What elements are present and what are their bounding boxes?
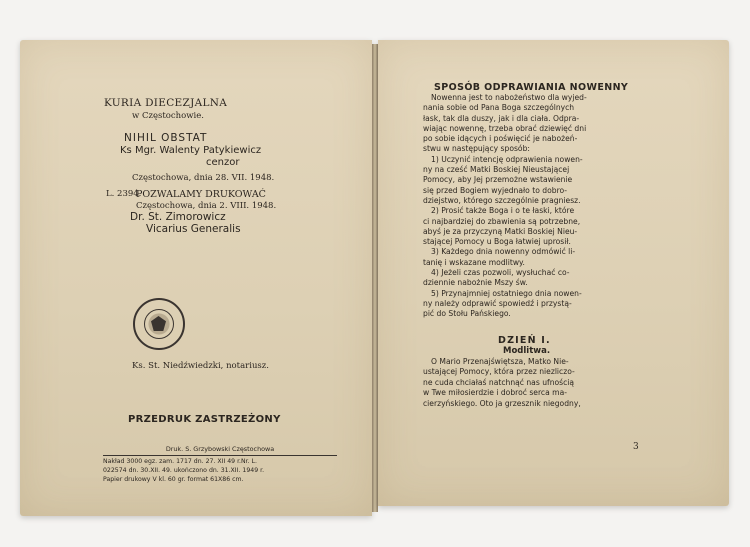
- text-line: tanię i wskazane modlitwy.: [423, 257, 525, 267]
- prayer-line: cierzyńskiego. Oto ja grzesznik niegodny,: [423, 398, 581, 408]
- prayer-line: ne cuda chciałaś natchnąć nas ufnością: [423, 377, 575, 387]
- text-line: po sobie idących i poświęcić je nabożeń-: [423, 134, 578, 144]
- print-run-line: Nakład 3000 egz. zam. 1717 dn. 27. XII 49 r.Nr. L.: [103, 458, 257, 465]
- text-line: łask, tak dla duszy, jak i dla ciała. Odpra-: [423, 113, 580, 123]
- text-line: stwu w następujący sposób:: [423, 144, 530, 154]
- prayer-heading: Modlitwa.: [503, 346, 551, 356]
- day-heading: DZIEŃ I.: [498, 335, 551, 346]
- instructions-text: [423, 93, 675, 320]
- curia-heading: KURIA DIECEZJALNA: [104, 97, 228, 109]
- text-line: pić do Stołu Pańskiego.: [423, 309, 511, 319]
- text-line: ny należy odprawić spowiedź i przystą-: [423, 298, 572, 308]
- nihil-obstat: NIHIL OBSTAT: [124, 132, 208, 144]
- text-line: 1) Uczynić intencję odprawienia nowen-: [431, 154, 583, 164]
- vicar-name: Dr. St. Zimorowicz: [130, 211, 226, 223]
- text-line: wiając nowennę, trzeba obrać dziewięć dni: [423, 123, 587, 133]
- prayer-text: [423, 357, 675, 409]
- reprint-reserved: PRZEDRUK ZASTRZEŻONY: [128, 414, 281, 425]
- text-line: 2) Prosić także Boga i o te łaski, które: [431, 206, 575, 216]
- prayer-line: O Mario Przenajświętsza, Matko Nie-: [431, 357, 569, 366]
- text-line: 3) Każdego dnia nowenny odmówić li-: [431, 247, 576, 257]
- print-permission: POZWALAMY DRUKOWAĆ: [136, 189, 266, 200]
- seal-stamp-icon: [133, 298, 185, 350]
- curia-city: w Częstochowie.: [132, 111, 204, 121]
- page-number: 3: [633, 442, 639, 452]
- paper-line: Papier drukowy V kl. 60 gr. format 61X86 cm.: [103, 476, 244, 483]
- text-line: 5) Przynajmniej ostatniego dnia nowen-: [431, 288, 582, 298]
- approval-number: L. 2394.: [106, 189, 142, 199]
- text-line: Nowenna jest to nabożeństwo dla wyjed-: [431, 93, 587, 102]
- censor-date: Częstochowa, dnia 28. VII. 1948.: [132, 173, 275, 183]
- text-line: abyś je za przyczyną Matki Boskiej Nieu-: [423, 226, 578, 236]
- notary-signature: Ks. St. Niedźwiedzki, notariusz.: [132, 361, 269, 371]
- permission-date: Częstochowa, dnia 2. VIII. 1948.: [136, 201, 277, 211]
- left-page: [20, 40, 372, 516]
- censor-role: cenzor: [206, 157, 240, 168]
- text-line: ci najbardziej do zbawienia są potrzebne,: [423, 216, 581, 226]
- section-title: SPOSÓB ODPRAWIANIA NOWENNY: [434, 82, 629, 93]
- right-page: [378, 40, 729, 506]
- printer-info: [103, 445, 337, 484]
- prayer-line: ustającej Pomocy, która przez niezliczo-: [423, 367, 575, 377]
- prayer-line: w Twe miłosierdzie i dobroć serca ma-: [423, 388, 567, 398]
- censor-name: Ks Mgr. Walenty Patykiewicz: [120, 145, 262, 156]
- printer-line: Druk. S. Grzybowski Częstochowa: [103, 445, 337, 456]
- text-line: dziennie nabożnie Mszy św.: [423, 278, 528, 288]
- text-line: się przed Bogiem wyjednało to dobro-: [423, 185, 568, 195]
- text-line: stającej Pomocy u Boga łatwiej uprosił.: [423, 237, 571, 247]
- text-line: Pomocy, aby Jej przemożne wstawienie: [423, 175, 573, 185]
- text-line: ny na cześć Matki Boskiej Nieustającej: [423, 165, 570, 175]
- text-line: dziejstwo, którego szczególnie pragniesz.: [423, 195, 581, 205]
- text-line: 4) Jeżeli czas pozwoli, wysłuchać co-: [431, 268, 570, 278]
- text-line: nania sobie od Pana Boga szczególnych: [423, 103, 575, 113]
- print-date-line: 022574 dn. 30.XII. 49. ukończono dn. 31.XII. 1949 r.: [103, 467, 265, 474]
- vicar-role: Vicarius Generalis: [146, 223, 241, 235]
